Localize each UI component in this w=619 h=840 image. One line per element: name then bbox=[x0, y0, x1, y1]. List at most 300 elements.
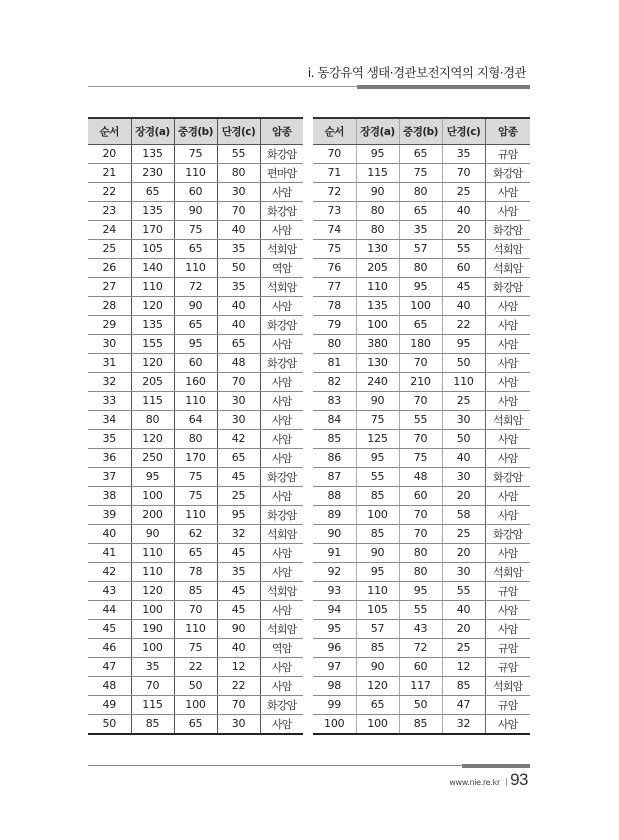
cell-short-axis: 25 bbox=[442, 638, 485, 657]
table-row bbox=[88, 182, 303, 201]
cell-mid-axis: 110 bbox=[174, 505, 217, 524]
cell-mid-axis: 95 bbox=[399, 581, 442, 600]
cell-short-axis: 55 bbox=[442, 239, 485, 258]
cell-mid-axis: 75 bbox=[174, 144, 217, 163]
cell-order: 50 bbox=[88, 714, 131, 734]
cell-rock-type: 사암 bbox=[260, 391, 303, 410]
header-mid-axis: 중경(b) bbox=[399, 118, 442, 144]
cell-long-axis: 90 bbox=[356, 543, 399, 562]
cell-rock-type: 사암 bbox=[485, 201, 530, 220]
cell-long-axis: 205 bbox=[131, 372, 174, 391]
cell-long-axis: 170 bbox=[131, 220, 174, 239]
cell-rock-type: 석회암 bbox=[260, 277, 303, 296]
table-row bbox=[313, 258, 530, 277]
cell-rock-type: 사암 bbox=[485, 486, 530, 505]
cell-order: 85 bbox=[313, 429, 356, 448]
table-row bbox=[313, 657, 530, 676]
cell-short-axis: 85 bbox=[442, 676, 485, 695]
cell-mid-axis: 65 bbox=[174, 714, 217, 734]
cell-long-axis: 110 bbox=[131, 562, 174, 581]
cell-rock-type: 편마암 bbox=[260, 163, 303, 182]
cell-short-axis: 25 bbox=[442, 391, 485, 410]
cell-rock-type: 석회암 bbox=[260, 524, 303, 543]
cell-rock-type: 규암 bbox=[485, 144, 530, 163]
cell-short-axis: 50 bbox=[442, 353, 485, 372]
cell-order: 90 bbox=[313, 524, 356, 543]
cell-long-axis: 110 bbox=[356, 277, 399, 296]
cell-short-axis: 70 bbox=[217, 695, 260, 714]
page-footer bbox=[88, 762, 530, 792]
cell-long-axis: 115 bbox=[131, 695, 174, 714]
table-row bbox=[313, 182, 530, 201]
cell-short-axis: 42 bbox=[217, 429, 260, 448]
cell-long-axis: 80 bbox=[356, 201, 399, 220]
cell-long-axis: 105 bbox=[356, 600, 399, 619]
header-order: 순서 bbox=[88, 118, 131, 144]
cell-rock-type: 사암 bbox=[260, 220, 303, 239]
cell-long-axis: 205 bbox=[356, 258, 399, 277]
cell-order: 30 bbox=[88, 334, 131, 353]
table-row bbox=[88, 163, 303, 182]
cell-short-axis: 32 bbox=[442, 714, 485, 734]
cell-long-axis: 120 bbox=[356, 676, 399, 695]
cell-order: 41 bbox=[88, 543, 131, 562]
header-short-axis: 단경(c) bbox=[442, 118, 485, 144]
cell-order: 23 bbox=[88, 201, 131, 220]
cell-short-axis: 12 bbox=[442, 657, 485, 676]
cell-long-axis: 70 bbox=[131, 676, 174, 695]
cell-order: 33 bbox=[88, 391, 131, 410]
table-row bbox=[88, 695, 303, 714]
cell-order: 91 bbox=[313, 543, 356, 562]
website-url: www.nie.re.kr bbox=[449, 778, 500, 787]
cell-long-axis: 105 bbox=[131, 239, 174, 258]
header-long-axis: 장경(a) bbox=[131, 118, 174, 144]
cell-short-axis: 65 bbox=[217, 334, 260, 353]
cell-rock-type: 화강암 bbox=[485, 467, 530, 486]
cell-order: 49 bbox=[88, 695, 131, 714]
cell-short-axis: 40 bbox=[442, 600, 485, 619]
cell-order: 22 bbox=[88, 182, 131, 201]
cell-long-axis: 100 bbox=[131, 486, 174, 505]
table-row bbox=[313, 429, 530, 448]
cell-mid-axis: 110 bbox=[174, 391, 217, 410]
cell-mid-axis: 55 bbox=[399, 600, 442, 619]
cell-rock-type: 역암 bbox=[260, 638, 303, 657]
table-row bbox=[313, 562, 530, 581]
cell-rock-type: 석회암 bbox=[485, 410, 530, 429]
table-row bbox=[313, 695, 530, 714]
table-row bbox=[88, 581, 303, 600]
page-number: 93 bbox=[510, 770, 528, 789]
cell-rock-type: 사암 bbox=[260, 334, 303, 353]
cell-mid-axis: 90 bbox=[174, 201, 217, 220]
cell-short-axis: 40 bbox=[217, 220, 260, 239]
cell-short-axis: 45 bbox=[217, 467, 260, 486]
cell-rock-type: 사암 bbox=[260, 448, 303, 467]
cell-rock-type: 사암 bbox=[260, 429, 303, 448]
cell-mid-axis: 100 bbox=[174, 695, 217, 714]
cell-mid-axis: 100 bbox=[399, 296, 442, 315]
cell-order: 21 bbox=[88, 163, 131, 182]
cell-rock-type: 사암 bbox=[485, 543, 530, 562]
cell-long-axis: 125 bbox=[356, 429, 399, 448]
table-row bbox=[313, 277, 530, 296]
cell-short-axis: 12 bbox=[217, 657, 260, 676]
table-row bbox=[313, 201, 530, 220]
table-row bbox=[88, 714, 303, 734]
cell-short-axis: 30 bbox=[217, 410, 260, 429]
cell-mid-axis: 65 bbox=[399, 315, 442, 334]
table-row bbox=[88, 220, 303, 239]
cell-order: 88 bbox=[313, 486, 356, 505]
cell-rock-type: 화강암 bbox=[485, 163, 530, 182]
cell-order: 78 bbox=[313, 296, 356, 315]
cell-long-axis: 95 bbox=[356, 448, 399, 467]
table-row bbox=[313, 391, 530, 410]
cell-rock-type: 사암 bbox=[485, 182, 530, 201]
cell-mid-axis: 60 bbox=[174, 182, 217, 201]
cell-mid-axis: 65 bbox=[174, 239, 217, 258]
cell-order: 24 bbox=[88, 220, 131, 239]
cell-order: 39 bbox=[88, 505, 131, 524]
cell-long-axis: 100 bbox=[356, 315, 399, 334]
table-row bbox=[88, 486, 303, 505]
cell-short-axis: 48 bbox=[217, 353, 260, 372]
cell-rock-type: 석회암 bbox=[260, 581, 303, 600]
cell-mid-axis: 64 bbox=[174, 410, 217, 429]
cell-rock-type: 사암 bbox=[485, 391, 530, 410]
cell-long-axis: 90 bbox=[356, 657, 399, 676]
cell-long-axis: 380 bbox=[356, 334, 399, 353]
table-row bbox=[88, 296, 303, 315]
cell-rock-type: 화강암 bbox=[260, 144, 303, 163]
cell-order: 27 bbox=[88, 277, 131, 296]
cell-short-axis: 70 bbox=[217, 201, 260, 220]
cell-order: 76 bbox=[313, 258, 356, 277]
cell-order: 38 bbox=[88, 486, 131, 505]
cell-order: 97 bbox=[313, 657, 356, 676]
cell-mid-axis: 35 bbox=[399, 220, 442, 239]
cell-rock-type: 규암 bbox=[485, 581, 530, 600]
cell-short-axis: 35 bbox=[442, 144, 485, 163]
cell-rock-type: 화강암 bbox=[260, 695, 303, 714]
cell-order: 47 bbox=[88, 657, 131, 676]
cell-order: 96 bbox=[313, 638, 356, 657]
cell-order: 26 bbox=[88, 258, 131, 277]
cell-rock-type: 사암 bbox=[260, 600, 303, 619]
table-row bbox=[313, 296, 530, 315]
table-row bbox=[313, 410, 530, 429]
cell-short-axis: 80 bbox=[217, 163, 260, 182]
cell-rock-type: 석회암 bbox=[485, 239, 530, 258]
cell-long-axis: 135 bbox=[131, 201, 174, 220]
cell-short-axis: 65 bbox=[217, 448, 260, 467]
cell-long-axis: 130 bbox=[356, 353, 399, 372]
cell-rock-type: 역암 bbox=[260, 258, 303, 277]
cell-order: 86 bbox=[313, 448, 356, 467]
cell-rock-type: 사암 bbox=[260, 486, 303, 505]
running-head bbox=[88, 62, 530, 88]
cell-mid-axis: 180 bbox=[399, 334, 442, 353]
footer-separator: | bbox=[505, 777, 508, 786]
cell-short-axis: 20 bbox=[442, 543, 485, 562]
cell-rock-type: 화강암 bbox=[485, 220, 530, 239]
cell-long-axis: 115 bbox=[131, 391, 174, 410]
table-row bbox=[88, 353, 303, 372]
cell-order: 93 bbox=[313, 581, 356, 600]
cell-short-axis: 40 bbox=[442, 201, 485, 220]
cell-long-axis: 110 bbox=[131, 277, 174, 296]
cell-order: 46 bbox=[88, 638, 131, 657]
cell-mid-axis: 75 bbox=[174, 638, 217, 657]
cell-mid-axis: 60 bbox=[399, 486, 442, 505]
cell-mid-axis: 70 bbox=[399, 353, 442, 372]
cell-long-axis: 115 bbox=[356, 163, 399, 182]
cell-mid-axis: 110 bbox=[174, 163, 217, 182]
cell-mid-axis: 43 bbox=[399, 619, 442, 638]
header-long-axis: 장경(a) bbox=[356, 118, 399, 144]
table-row bbox=[88, 543, 303, 562]
table-row bbox=[88, 258, 303, 277]
cell-rock-type: 화강암 bbox=[260, 201, 303, 220]
cell-long-axis: 55 bbox=[356, 467, 399, 486]
cell-short-axis: 40 bbox=[217, 315, 260, 334]
cell-rock-type: 사암 bbox=[260, 714, 303, 734]
cell-long-axis: 120 bbox=[131, 429, 174, 448]
cell-mid-axis: 62 bbox=[174, 524, 217, 543]
cell-rock-type: 화강암 bbox=[260, 315, 303, 334]
table-row bbox=[88, 144, 303, 163]
cell-short-axis: 40 bbox=[217, 296, 260, 315]
cell-long-axis: 100 bbox=[131, 638, 174, 657]
cell-order: 87 bbox=[313, 467, 356, 486]
cell-order: 70 bbox=[313, 144, 356, 163]
table-row bbox=[313, 600, 530, 619]
cell-rock-type: 사암 bbox=[485, 505, 530, 524]
cell-order: 32 bbox=[88, 372, 131, 391]
table-row bbox=[88, 448, 303, 467]
cell-order: 31 bbox=[88, 353, 131, 372]
cell-order: 35 bbox=[88, 429, 131, 448]
cell-rock-type: 화강암 bbox=[485, 277, 530, 296]
cell-rock-type: 사암 bbox=[260, 676, 303, 695]
cell-short-axis: 110 bbox=[442, 372, 485, 391]
cell-short-axis: 70 bbox=[442, 163, 485, 182]
cell-short-axis: 25 bbox=[442, 524, 485, 543]
table-row bbox=[313, 372, 530, 391]
cell-rock-type: 사암 bbox=[260, 296, 303, 315]
cell-short-axis: 40 bbox=[442, 448, 485, 467]
cell-mid-axis: 65 bbox=[399, 201, 442, 220]
table-row bbox=[313, 448, 530, 467]
cell-short-axis: 60 bbox=[442, 258, 485, 277]
cell-order: 77 bbox=[313, 277, 356, 296]
table-row bbox=[313, 638, 530, 657]
cell-long-axis: 100 bbox=[356, 505, 399, 524]
cell-long-axis: 120 bbox=[131, 296, 174, 315]
table-row bbox=[313, 467, 530, 486]
cell-mid-axis: 95 bbox=[174, 334, 217, 353]
header-rule-accent bbox=[357, 85, 530, 89]
cell-long-axis: 95 bbox=[356, 562, 399, 581]
cell-order: 71 bbox=[313, 163, 356, 182]
cell-long-axis: 95 bbox=[131, 467, 174, 486]
cell-long-axis: 90 bbox=[131, 524, 174, 543]
cell-long-axis: 80 bbox=[131, 410, 174, 429]
cell-long-axis: 135 bbox=[131, 315, 174, 334]
cell-mid-axis: 72 bbox=[399, 638, 442, 657]
cell-short-axis: 22 bbox=[217, 676, 260, 695]
cell-order: 83 bbox=[313, 391, 356, 410]
cell-order: 72 bbox=[313, 182, 356, 201]
cell-order: 40 bbox=[88, 524, 131, 543]
table-row bbox=[88, 638, 303, 657]
cell-rock-type: 규암 bbox=[485, 695, 530, 714]
cell-long-axis: 75 bbox=[356, 410, 399, 429]
header-short-axis: 단경(c) bbox=[217, 118, 260, 144]
cell-long-axis: 240 bbox=[356, 372, 399, 391]
cell-rock-type: 사암 bbox=[260, 657, 303, 676]
header-rock-type: 암종 bbox=[485, 118, 530, 144]
cell-long-axis: 140 bbox=[131, 258, 174, 277]
cell-rock-type: 사암 bbox=[260, 182, 303, 201]
cell-short-axis: 20 bbox=[442, 619, 485, 638]
footer-rule-accent bbox=[462, 764, 530, 768]
cell-rock-type: 석회암 bbox=[260, 239, 303, 258]
table-row bbox=[88, 524, 303, 543]
cell-mid-axis: 110 bbox=[174, 619, 217, 638]
cell-order: 28 bbox=[88, 296, 131, 315]
cell-order: 98 bbox=[313, 676, 356, 695]
cell-long-axis: 190 bbox=[131, 619, 174, 638]
cell-order: 74 bbox=[313, 220, 356, 239]
cell-short-axis: 20 bbox=[442, 486, 485, 505]
cell-short-axis: 20 bbox=[442, 220, 485, 239]
cell-short-axis: 45 bbox=[217, 543, 260, 562]
table-header-row bbox=[313, 118, 530, 144]
cell-rock-type: 사암 bbox=[485, 315, 530, 334]
cell-order: 92 bbox=[313, 562, 356, 581]
cell-short-axis: 35 bbox=[217, 239, 260, 258]
table-row bbox=[313, 353, 530, 372]
cell-short-axis: 30 bbox=[442, 562, 485, 581]
cell-mid-axis: 90 bbox=[174, 296, 217, 315]
cell-order: 99 bbox=[313, 695, 356, 714]
cell-short-axis: 50 bbox=[217, 258, 260, 277]
cell-short-axis: 47 bbox=[442, 695, 485, 714]
table-row bbox=[88, 657, 303, 676]
table-row bbox=[88, 334, 303, 353]
cell-mid-axis: 75 bbox=[399, 448, 442, 467]
cell-long-axis: 85 bbox=[356, 524, 399, 543]
cell-mid-axis: 85 bbox=[174, 581, 217, 600]
cell-short-axis: 40 bbox=[217, 638, 260, 657]
cell-short-axis: 40 bbox=[442, 296, 485, 315]
cell-long-axis: 90 bbox=[356, 391, 399, 410]
cell-short-axis: 70 bbox=[217, 372, 260, 391]
cell-rock-type: 사암 bbox=[485, 334, 530, 353]
cell-short-axis: 22 bbox=[442, 315, 485, 334]
cell-order: 48 bbox=[88, 676, 131, 695]
cell-long-axis: 80 bbox=[356, 220, 399, 239]
cell-rock-type: 석회암 bbox=[485, 562, 530, 581]
table-row bbox=[88, 372, 303, 391]
cell-short-axis: 50 bbox=[442, 429, 485, 448]
cell-rock-type: 석회암 bbox=[485, 258, 530, 277]
cell-long-axis: 110 bbox=[131, 543, 174, 562]
cell-order: 25 bbox=[88, 239, 131, 258]
cell-long-axis: 35 bbox=[131, 657, 174, 676]
cell-order: 42 bbox=[88, 562, 131, 581]
cell-rock-type: 석회암 bbox=[260, 619, 303, 638]
cell-rock-type: 화강암 bbox=[260, 467, 303, 486]
table-body bbox=[88, 144, 303, 734]
cell-long-axis: 135 bbox=[131, 144, 174, 163]
cell-mid-axis: 160 bbox=[174, 372, 217, 391]
cell-mid-axis: 75 bbox=[174, 220, 217, 239]
cell-mid-axis: 65 bbox=[174, 315, 217, 334]
cell-mid-axis: 80 bbox=[399, 543, 442, 562]
table-row bbox=[313, 486, 530, 505]
cell-long-axis: 57 bbox=[356, 619, 399, 638]
cell-mid-axis: 70 bbox=[399, 429, 442, 448]
cell-short-axis: 58 bbox=[442, 505, 485, 524]
cell-long-axis: 85 bbox=[356, 486, 399, 505]
table-row bbox=[88, 467, 303, 486]
cell-short-axis: 45 bbox=[442, 277, 485, 296]
table-row bbox=[313, 220, 530, 239]
table-row bbox=[88, 239, 303, 258]
cell-rock-type: 사암 bbox=[260, 543, 303, 562]
chapter-title: i. 동강유역 생태·경관보전지역의 지형·경관 bbox=[307, 65, 526, 80]
cell-order: 29 bbox=[88, 315, 131, 334]
cell-mid-axis: 22 bbox=[174, 657, 217, 676]
cell-long-axis: 110 bbox=[356, 581, 399, 600]
cell-long-axis: 100 bbox=[356, 714, 399, 734]
cell-long-axis: 250 bbox=[131, 448, 174, 467]
table-row bbox=[313, 524, 530, 543]
table-row bbox=[88, 676, 303, 695]
cell-order: 100 bbox=[313, 714, 356, 734]
cell-order: 45 bbox=[88, 619, 131, 638]
cell-mid-axis: 110 bbox=[174, 258, 217, 277]
cell-mid-axis: 80 bbox=[399, 182, 442, 201]
cell-mid-axis: 50 bbox=[399, 695, 442, 714]
cell-mid-axis: 75 bbox=[174, 486, 217, 505]
cell-order: 34 bbox=[88, 410, 131, 429]
boulder-table-left bbox=[88, 117, 303, 735]
cell-order: 89 bbox=[313, 505, 356, 524]
cell-mid-axis: 75 bbox=[399, 163, 442, 182]
cell-order: 82 bbox=[313, 372, 356, 391]
cell-mid-axis: 70 bbox=[399, 391, 442, 410]
cell-order: 94 bbox=[313, 600, 356, 619]
cell-long-axis: 65 bbox=[131, 182, 174, 201]
cell-mid-axis: 85 bbox=[399, 714, 442, 734]
boulder-table-right bbox=[313, 117, 530, 735]
cell-long-axis: 65 bbox=[356, 695, 399, 714]
cell-rock-type: 사암 bbox=[485, 714, 530, 734]
cell-rock-type: 화강암 bbox=[485, 524, 530, 543]
table-row bbox=[313, 334, 530, 353]
cell-short-axis: 55 bbox=[217, 144, 260, 163]
cell-order: 20 bbox=[88, 144, 131, 163]
cell-rock-type: 사암 bbox=[260, 410, 303, 429]
cell-short-axis: 35 bbox=[217, 277, 260, 296]
cell-long-axis: 130 bbox=[356, 239, 399, 258]
cell-order: 81 bbox=[313, 353, 356, 372]
